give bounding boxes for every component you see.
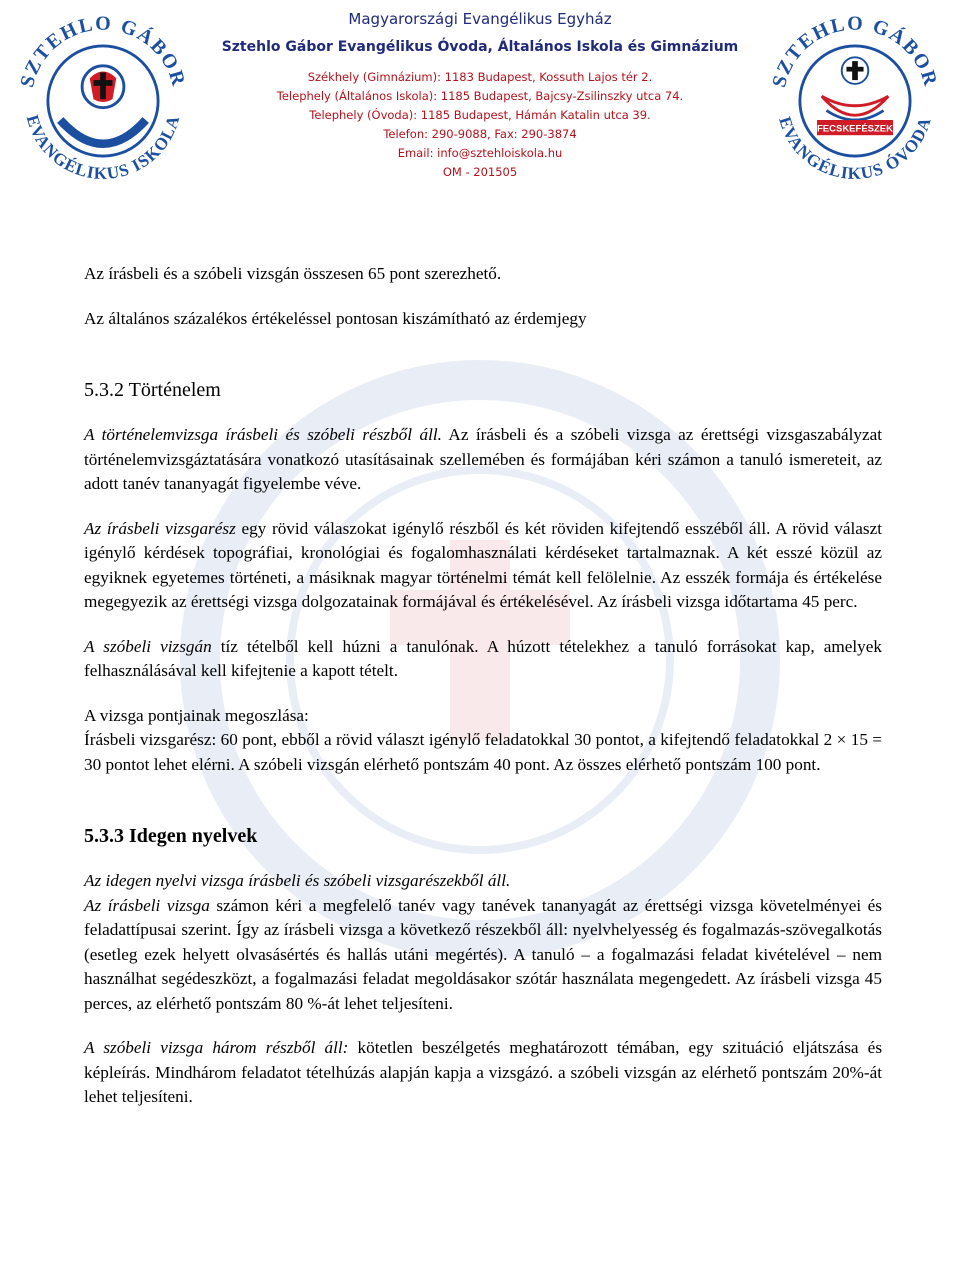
letterhead-address-line: Telephely (Általános Iskola): 1185 Budapest, Bajcsy-Zsilinszky utca 74.: [276, 89, 684, 103]
letterhead-org: Magyarországi Evangélikus Egyház: [348, 10, 612, 28]
school-logo-left: [8, 6, 198, 196]
document-body: [84, 262, 882, 1110]
paragraph-languages-written-italic: Az írásbeli vizsga: [84, 895, 210, 915]
paragraph-history-oral-text: tíz tételből kell húzni a tanulónak. A húzott tételekhez a tanuló forrásokat kap, amelyek felhasználásával kell kifejtenie a kapott tételt.: [84, 636, 882, 680]
paragraph-languages-intro: [84, 869, 882, 894]
paragraph-languages-written-text: számon kéri a megfelelő tanév vagy tanévek tananyagát az érettségi vizsga követelményei és feladattípusai szerint. Így az írásbeli vizsga a következő részekből áll: nyelvhelyesség és fogalmazás-szövegalkotás (esetleg ezek helyett olvasásértés és hallás utáni megértés). A tanuló – a fogalmazási feladat kivételével – nem használhat segédeszközt, a fogalmazási feladat megoldásakor szótár használata megengedett. Az írásbeli vizsga 45 perces, az elérhető pontszám 80 %-át lehet teljesíteni.: [84, 895, 882, 1013]
paragraph-languages-intro-italic: Az idegen nyelvi vizsga írásbeli és szóbeli vizsgarészekből áll.: [84, 871, 511, 890]
paragraph-points-part-b: 15 = 30 pontot lehet elérni. A szóbeli vizsgán elérhető pontszám 40 pont. Az összes elérhető pontszám 100 pont.: [84, 730, 882, 774]
heading-idegen-nyelvek: 5.3.3 Idegen nyelvek: [84, 825, 258, 847]
logo-left-top-text: SZTEHLO GÁBOR: [16, 12, 190, 90]
paragraph-history-intro: [84, 423, 882, 497]
heading-tortenelem: 5.3.2 Történelem: [84, 379, 221, 401]
logo-left-bottom-text: EVANGÉLIKUS ISKOLA: [22, 112, 184, 184]
paragraph-languages-oral: [84, 1036, 882, 1110]
letterhead-phone: Telefon: 290-9088, Fax: 290-3874: [383, 127, 577, 141]
logo-right-bottom-text: EVANGÉLIKUS ÓVODA: [775, 114, 935, 183]
letterhead-email: Email: info@sztehloiskola.hu: [397, 146, 563, 160]
paragraph-history-oral-italic: A szóbeli vizsgán: [84, 636, 212, 656]
logo-right-ribbon-text: FECSKEFÉSZEK: [816, 123, 894, 135]
paragraph-history-oral: [84, 635, 882, 684]
paragraph-languages-oral-italic: A szóbeli vizsga három részből áll:: [84, 1038, 349, 1057]
times-sign: ×: [836, 730, 847, 749]
paragraph-total-points: Az írásbeli és a szóbeli vizsgán összesen 65 pont szerezhető.: [84, 264, 502, 283]
paragraph-grading: Az általános százalékos értékeléssel pontosan kiszámítható az érdemjegy: [84, 308, 587, 328]
paragraph-points-part-a: Írásbeli vizsgarész: 60 pont, ebből a rövid választ igénylő feladatokkal 30 pontot, a kifejtendő feladatokkal 2: [84, 730, 837, 749]
letterhead-address-line: Telephely (Óvoda): 1185 Budapest, Hámán Katalin utca 39.: [309, 108, 651, 122]
logo-right-top-text: SZTEHLO GÁBOR: [768, 12, 942, 90]
letterhead-school: Sztehlo Gábor Evangélikus Óvoda, Általános Iskola és Gimnázium: [221, 39, 739, 55]
paragraph-history-intro-italic: A történelemvizsga írásbeli és szóbeli részből áll.: [84, 425, 442, 444]
letterhead-om: OM - 201505: [442, 165, 518, 179]
letterhead: [200, 8, 760, 182]
paragraph-history-written-italic: Az írásbeli vizsgarész: [84, 518, 236, 538]
paragraph-history-written: [84, 517, 882, 615]
paragraph-history-intro-text: Az írásbeli és a szóbeli vizsga az érettségi vizsgaszabályzat történelemvizsgáztatására vonatkozó utasításainak szellemében és formájában kéri számon a tanuló ismereteit, az adott tanév tananyagát figyelembe véve.: [84, 425, 882, 493]
paragraph-languages-written: [84, 894, 882, 1017]
paragraph-points-title: A vizsga pontjainak megoszlása:: [84, 705, 309, 725]
kindergarten-logo-right: [760, 6, 950, 196]
paragraph-languages-oral-text: kötetlen beszélgetés meghatározott témában, egy szituáció eljátszása és képleírás. Mindhárom feladatot tételhúzás alapján kapja a vizsgázó. a szóbeli vizsgán az elérhető pontszám 20%-át lehet teljesíteni.: [84, 1038, 883, 1106]
paragraph-history-written-text: egy rövid válaszokat igénylő részből és két röviden kifejtendő esszéből áll. A rövid választ igénylő kérdések topográfiai, kronológiai és fogalomhasználati kérdéseket tartalmaznak. A két esszé közül az egyiknek egyetemes történeti, a másiknak magyar történelmi témát kell felölelnie. Az esszék formája és értékelése megegyezik az érettségi vizsga dolgozatainak formájával és értékelésével. Az írásbeli vizsga időtartama 45 perc.: [84, 518, 882, 611]
letterhead-address-line: Székhely (Gimnázium): 1183 Budapest, Kossuth Lajos tér 2.: [307, 70, 653, 84]
paragraph-points-breakdown: [84, 728, 882, 777]
